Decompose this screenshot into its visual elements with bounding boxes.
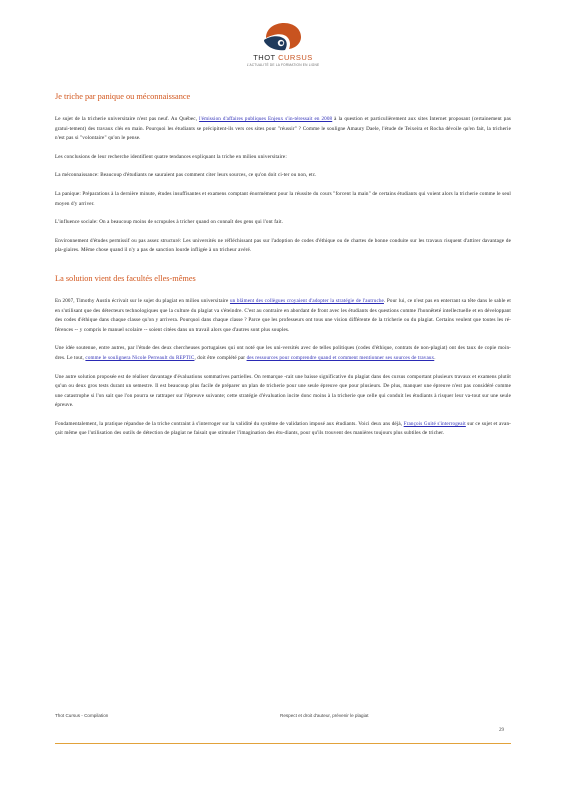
logo-tagline: L'ACTUALITÉ DE LA FORMATION EN LIGNE xyxy=(246,63,320,67)
paragraph: La méconnaissance: Beaucoup d'étudiants ne sauraient pas comment citer leurs sources, ce qu'on doit ci-ter ou non, etc. xyxy=(55,172,317,179)
paragraph: Environnement d'études permissif ou pas assez structuré: Les universités ne réfléchissant pas sur l'adoption de codes d'éthique ou de chartes de bonne conduite sur les travaux risquent d'attirer davantage de pla-giaires. Même chose quand il n'y a pas de sanction lourde infligée à un tricheur avéré. xyxy=(55,237,511,254)
footer-left-text: Thot Cursus - Compilation xyxy=(55,713,109,718)
logo-mark-icon xyxy=(261,22,305,52)
section-heading-panique: Je triche par panique ou méconnaissance xyxy=(55,92,191,101)
thot-cursus-logo xyxy=(0,22,566,67)
article-content xyxy=(55,92,511,448)
link-austin[interactable]: un blâment des collègues croyaient d'adopter la stratégie de l'autruche xyxy=(229,297,384,304)
paragraph: La panique: Préparations à la dernière minute, études insuffisantes et examens comptant énormément pour la réussite du cours "forcent la main" de certains étudiants qui voient alors la tricherie comme le seul moyen d'y arriver. xyxy=(55,190,511,207)
logo-wordmark: THOT CURSUS xyxy=(253,53,313,62)
link-perreault[interactable]: comme le soulignera Nicole Perreault du REPTIC xyxy=(85,354,195,361)
link-ressources[interactable]: des ressources pour comprendre quand et comment mentionner ses sources de travaux xyxy=(246,354,435,361)
paragraph: Une autre solution proposée est de réaliser davantage d'évaluations sommatives partielles. On remarque -rait une baisse significative du plagiat dans des cursus comportant plusieurs travaux et examens plutôt qu'un ou deux gros tests durant un semestre. Il est beaucoup plus facile de préparer un plan de tricherie pour une seule épreuve que pour plusieurs. De plus, manquer une épreuve n'est pas considéré comme une catastrophe si l'on sait que l'on pourra se rattraper sur l'épreuve suivante; cette stratégie d'évaluation incite donc moins à la tricherie que celle qui conduit les étudiants à risquer leur va-tout sur une seule épreuve. xyxy=(55,373,511,409)
paragraph: L'influence sociale: On a beaucoup moins de scrupules à tricher quand on connaît des gens qui l'ont fait. xyxy=(55,219,284,226)
paragraph: Fondamentalement, la pratique répandue de la triche contraint à s'interroger sur la validité du système de validation imposé aux étudiants. Voici deux ans déjà, François Guité s'interrogeait sur ce sujet et avan-çait même que l'utilisation des outils de détection de plagiat ne faisait que stimuler l'imagination des étu-diants, pour qu'ils trouvent des manières toujours plus subtiles de tricher. xyxy=(55,420,512,437)
footer-right-text: Respect et droit d'auteur, prévenir le plagiat xyxy=(280,713,369,718)
paragraph: En 2007, Timothy Austin écrivait sur le sujet du plagiat en milieu universitaire un blâment des collègues croyaient d'adopter la stratégie de l'autruche. Pour lui, ce n'est pas en enterrant sa tête dans le sable et en s'utilisant que des détecteurs technologiques que la culture du plagiat va s'éteindre. C'est au contraire en abordant de front avec les étudiants des questions comme l'honnêteté intellectuelle et en développant des codes d'éthique dans chaque classe qu'on y arrivera. Pourquoi dans chaque classe ? Parce que les professeurs ont tous une vision différente de la tricherie ou du plagiat. Certains veulent que toutes les ré-férences -- y compris le manuel scolaire -- soient citées dans un travail alors que d'autres sont plus souples. xyxy=(55,297,511,333)
paragraph: Le sujet de la tricherie universitaire n'est pas neuf. Au Québec, l'émission d'affaires publiques Enjeux s'in-téressait en 2008 à la question et particulièrement aux sites Internet proposant (certainement pas gratui-tement) des travaux clés en main. Pourquoi les étudiants se précipitent-ils vers ces sites pour "réussir" ? Comme le souligne Amaury Daele, l'étude de Teixeira et Rocha dévoile qu'en fait, la tricherie n'est pas si "volontaire" qu'on le pense. xyxy=(55,116,511,142)
paragraph: Une idée soutenue, entre autres, par l'étude des deux chercheuses portugaises qui ont noté que les uni-versités avec de telles politiques (codes d'éthique, contrats de non-plagiat) ont des taux de copie moin-dres. Le tout, comme le soulignera Nicole Perreault du REPTIC, doit être complété par des ressources pour comprendre quand et comment mentionner ses sources de travaux. xyxy=(55,345,511,361)
section-heading-solution: La solution vient des facultés elles-mêmes xyxy=(55,273,196,283)
link-guite[interactable]: François Guité s'interrogeait xyxy=(403,420,466,427)
link-enjeux[interactable]: l'émission d'affaires publiques Enjeux s'in-téressait en 2008 xyxy=(199,116,333,122)
page-number: 29 xyxy=(499,728,504,733)
paragraph: Les conclusions de leur recherche identifient quatre tendances expliquant la triche en milieu universitaire: xyxy=(55,153,287,160)
footer-divider xyxy=(55,743,511,744)
